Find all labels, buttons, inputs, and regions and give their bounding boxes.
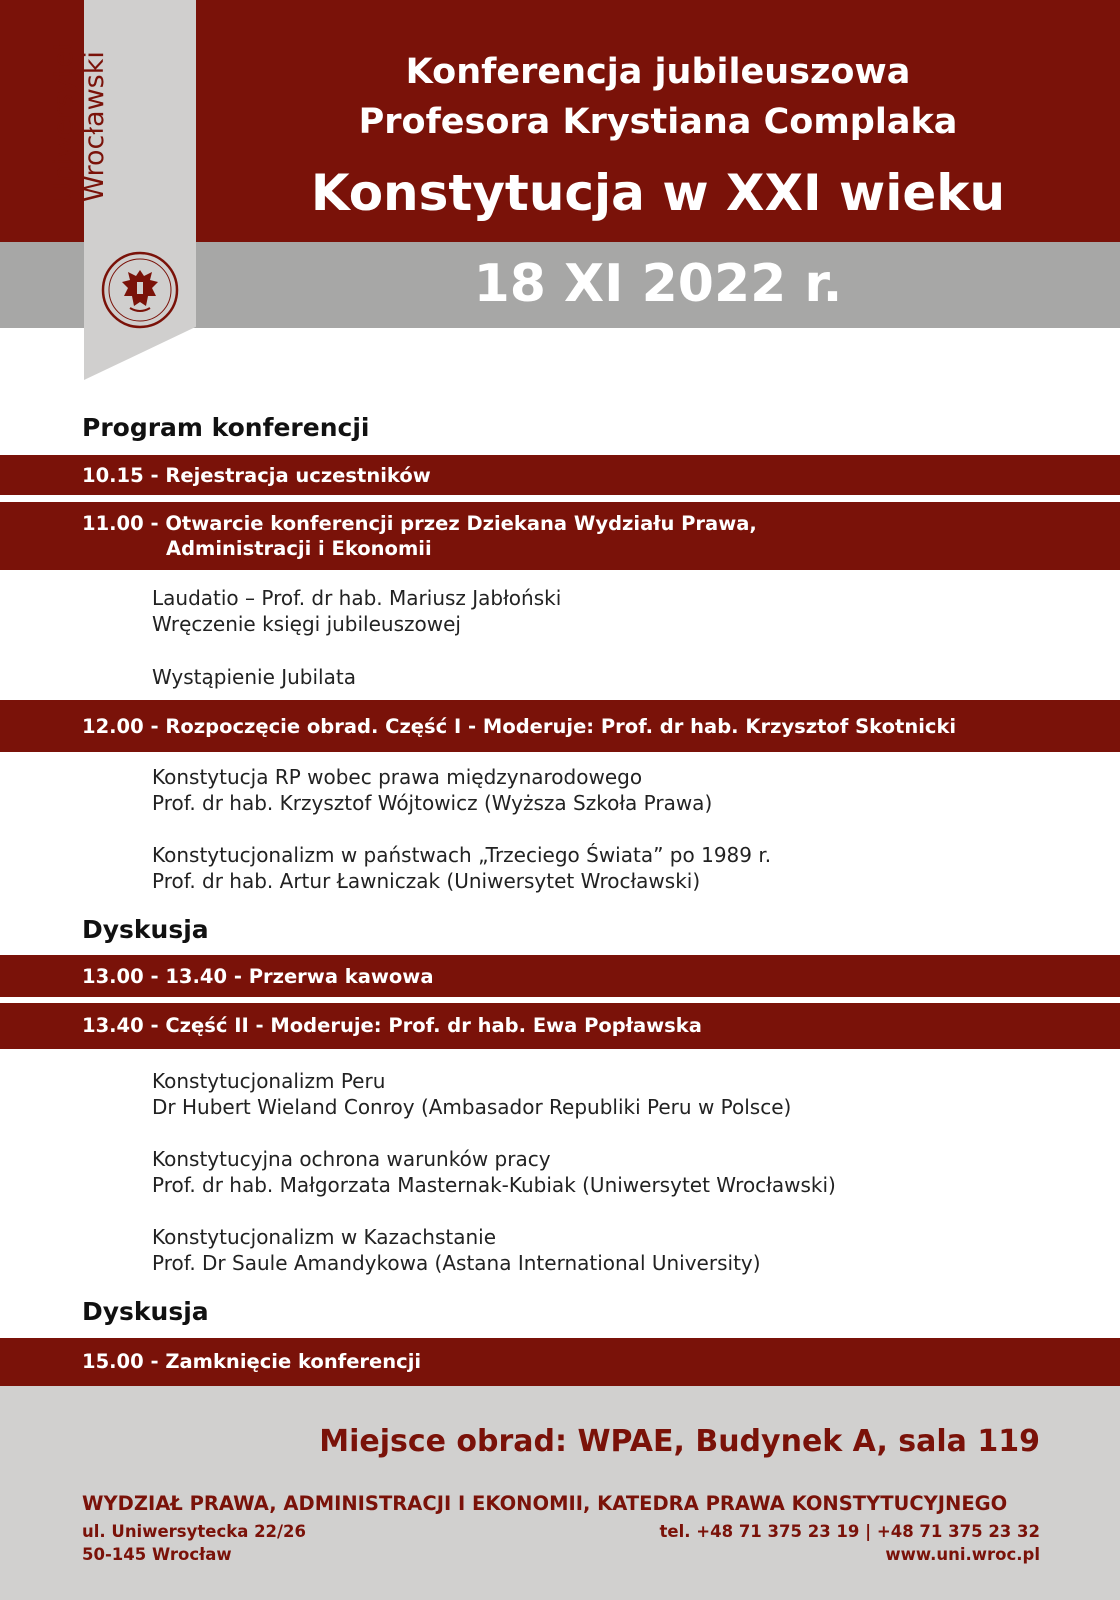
talk1-title: Konstytucja RP wobec prawa międzynarodowego — [152, 765, 643, 789]
talk1 — [152, 764, 712, 816]
program-bar-part1 — [0, 700, 1120, 752]
talk5 — [152, 1224, 761, 1276]
university-seal-icon — [100, 250, 180, 330]
opening-line1: 11.00 - Otwarcie konferencji przez Dziekana Wydziału Prawa, — [82, 512, 757, 535]
discussion-heading-2: Dyskusja — [82, 1297, 209, 1326]
university-name — [48, 40, 118, 202]
talk5-speaker: Prof. Dr Saule Amandykowa (Astana International University) — [152, 1251, 761, 1275]
program-bar-closing — [0, 1338, 1120, 1386]
address-city: 50-145 Wrocław — [82, 1545, 232, 1564]
header-line2: Profesora Krystiana Complaka — [358, 102, 958, 142]
program-bar-registration — [0, 455, 1120, 495]
registration-label: 10.15 - Rejestracja uczestników — [82, 464, 431, 487]
university-name-line2: Wrocławski — [79, 51, 110, 202]
opening-line2: Administracji i Ekonomii — [166, 537, 432, 560]
program-bar-coffee — [0, 955, 1120, 997]
closing-label: 15.00 - Zamknięcie konferencji — [82, 1350, 422, 1373]
talk2-title: Konstytucjonalizm w państwach „Trzeciego Świata” po 1989 r. — [152, 843, 772, 867]
talk2-speaker: Prof. dr hab. Artur Ławniczak (Uniwersytet Wrocławski) — [152, 869, 701, 893]
talk2 — [152, 842, 771, 894]
talk4-title: Konstytucyjna ochrona warunków pracy — [152, 1147, 551, 1171]
discussion-heading-1: Dyskusja — [82, 915, 209, 944]
venue-text: Miejsce obrad: WPAE, Budynek A, sala 119 — [319, 1424, 1040, 1459]
program-heading: Program konferencji — [82, 413, 370, 442]
website-link[interactable]: www.uni.wroc.pl — [885, 1545, 1040, 1564]
university-name-line1: Uniwersytet — [48, 40, 79, 202]
talk5-title: Konstytucjonalizm w Kazachstanie — [152, 1225, 497, 1249]
laudatio-block — [152, 585, 561, 637]
conference-date: 18 XI 2022 r. — [473, 254, 843, 314]
talk4 — [152, 1146, 836, 1198]
talk3 — [152, 1068, 791, 1120]
faculty-name: WYDZIAŁ PRAWA, ADMINISTRACJI I EKONOMII, KATEDRA PRAWA KONSTYTUCYJNEGO — [82, 1492, 1008, 1515]
talk1-speaker: Prof. dr hab. Krzysztof Wójtowicz (Wyższa Szkoła Prawa) — [152, 791, 713, 815]
book-presentation-text: Wręczenie księgi jubileuszowej — [152, 612, 461, 636]
part2-label: 13.40 - Część II - Moderuje: Prof. dr hab. Ewa Popławska — [82, 1014, 702, 1037]
program-bar-opening — [0, 502, 1120, 570]
talk3-title: Konstytucjonalizm Peru — [152, 1069, 386, 1093]
phone-numbers: tel. +48 71 375 23 19 | +48 71 375 23 32 — [659, 1522, 1040, 1541]
part1-label: 12.00 - Rozpoczęcie obrad. Część I - Moderuje: Prof. dr hab. Krzysztof Skotnicki — [82, 715, 957, 738]
talk4-speaker: Prof. dr hab. Małgorzata Masternak-Kubiak (Uniwersytet Wrocławski) — [152, 1173, 836, 1197]
program-bar-part2 — [0, 1003, 1120, 1049]
address-street: ul. Uniwersytecka 22/26 — [82, 1522, 307, 1541]
talk3-speaker: Dr Hubert Wieland Conroy (Ambasador Republiki Peru w Polsce) — [152, 1095, 792, 1119]
jubilee-speech: Wystąpienie Jubilata — [152, 665, 356, 689]
header-line1: Konferencja jubileuszowa — [405, 52, 911, 92]
laudatio-text: Laudatio – Prof. dr hab. Mariusz Jabłoński — [152, 586, 562, 610]
coffee-label: 13.00 - 13.40 - Przerwa kawowa — [82, 965, 434, 988]
conference-title: Konstytucja w XXI wieku — [310, 164, 1006, 222]
